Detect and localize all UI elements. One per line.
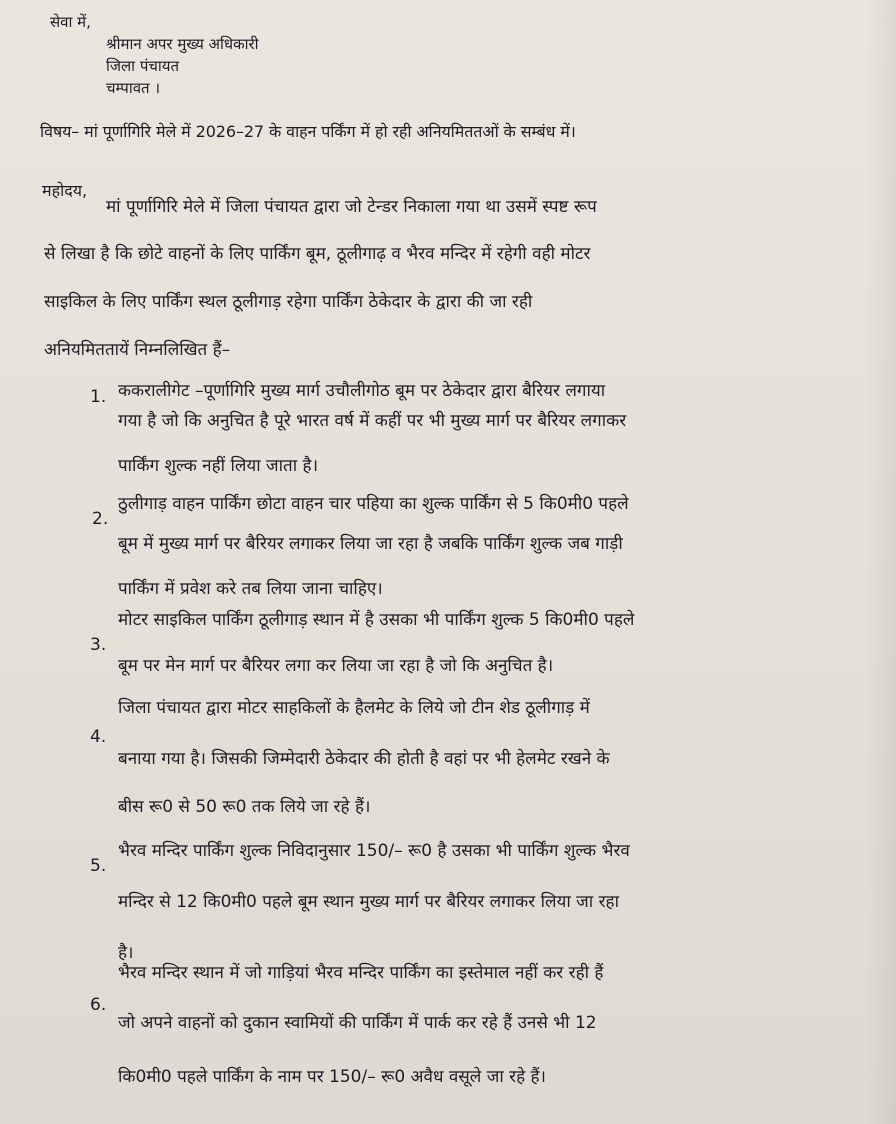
item-5-line-2: मन्दिर से 12 कि0मी0 पहले बूम स्थान मुख्य मार्ग पर बैरियर लगाकर लिया जा रहा [118, 892, 619, 912]
item-1-line-3: पार्किंग शुल्क नहीं लिया जाता है। [118, 456, 319, 476]
item-5-number: 5. [90, 856, 107, 876]
intro-line-2: से लिखा है कि छोटे वाहनों के लिए पार्किंग बूम, ठूलीगाढ़ व भैरव मन्दिर में रहेगी वही मोटर [44, 244, 591, 264]
item-1-line-2: गया है जो कि अनुचित है पूरे भारत वर्ष में कहीं पर भी मुख्य मार्ग पर बैरियर लगाकर [118, 411, 627, 431]
intro-line-3: साइकिल के लिए पार्किंग स्थल ठूलीगाड़ रहेगा पार्किंग ठेकेदार के द्वारा की जा रही [44, 292, 533, 312]
item-3-line-2: बूम पर मेन मार्ग पर बैरियर लगा कर लिया जा रहा है जो कि अनुचित है। [118, 656, 554, 676]
item-2-number: 2. [92, 509, 109, 529]
item-4-number: 4. [90, 727, 107, 747]
item-3-line-1: मोटर साइकिल पार्किंग ठूलीगाड़ स्थान में है उसका भी पार्किंग शुल्क 5 कि0मी0 पहले [118, 610, 635, 630]
greeting: महोदय, [42, 181, 88, 200]
item-4-line-2: बनाया गया है। जिसकी जिम्मेदारी ठेकेदार की होती है वहां पर भी हेलमेट रखने के [118, 749, 610, 769]
recipient-line-3: चम्पावत । [106, 79, 161, 97]
item-6-line-3: कि0मी0 पहले पार्किंग के नाम पर 150/– रू0 अवैध वसूले जा रहे हैं। [118, 1067, 547, 1087]
subject-line: विषय– मां पूर्णागिरि मेले में 2026–27 के वाहन पर्किंग में हो रही अनियमिततओं के सम्बंध में। [40, 122, 576, 141]
item-6-number: 6. [90, 995, 107, 1015]
item-2-line-3: पार्किंग में प्रवेश करे तब लिया जाना चाहिए। [118, 579, 383, 599]
item-6-line-2: जो अपने वाहनों को दुकान स्वामियों की पार्किंग में पार्क कर रहे हैं उनसे भी 12 [118, 1013, 597, 1033]
item-5-line-3: है। [118, 943, 134, 963]
item-6-line-1: भैरव मन्दिर स्थान में जो गाड़ियां भैरव मन्दिर पार्किंग का इस्तेमाल नहीं कर रही हैं [118, 963, 604, 983]
item-3-number: 3. [90, 635, 107, 655]
item-1-line-1: ककरालीगेट –पूर्णागिरि मुख्य मार्ग उचौलीगोठ बूम पर ठेकेदार द्वारा बैरियर लगाया [118, 381, 606, 401]
recipient-line-1: श्रीमान अपर मुख्य अधिकारी [106, 35, 259, 53]
intro-line-4: अनियमिततायें निम्नलिखित हैं– [44, 340, 231, 360]
item-1-number: 1. [90, 387, 107, 407]
item-5-line-1: भैरव मन्दिर पार्किंग शुल्क निविदानुसार 150/– रू0 है उसका भी पार्किंग शुल्क भैरव [118, 841, 630, 861]
salutation-to: सेवा में, [50, 13, 91, 31]
item-2-line-1: ठुलीगाड़ वाहन पार्किंग छोटा वाहन चार पहिया का शुल्क पार्किंग से 5 कि0मी0 पहले [118, 494, 629, 514]
page-shadow [866, 0, 896, 1124]
item-4-line-1: जिला पंचायत द्वारा मोटर साहकिलों के हैलमेट के लिये जो टीन शेड ठूलीगाड़ में [118, 698, 590, 718]
item-2-line-2: बूम में मुख्य मार्ग पर बैरियर लगाकर लिया जा रहा है जबकि पार्किंग शुल्क जब गाड़ी [118, 534, 623, 554]
item-4-line-3: बीस रू0 से 50 रू0 तक लिये जा रहे हैं। [118, 797, 371, 817]
recipient-line-2: जिला पंचायत [106, 57, 180, 75]
intro-line-1: मां पूर्णागिरि मेले में जिला पंचायत द्वारा जो टेन्डर निकाला गया था उसमें स्पष्ट रूप [106, 197, 597, 217]
